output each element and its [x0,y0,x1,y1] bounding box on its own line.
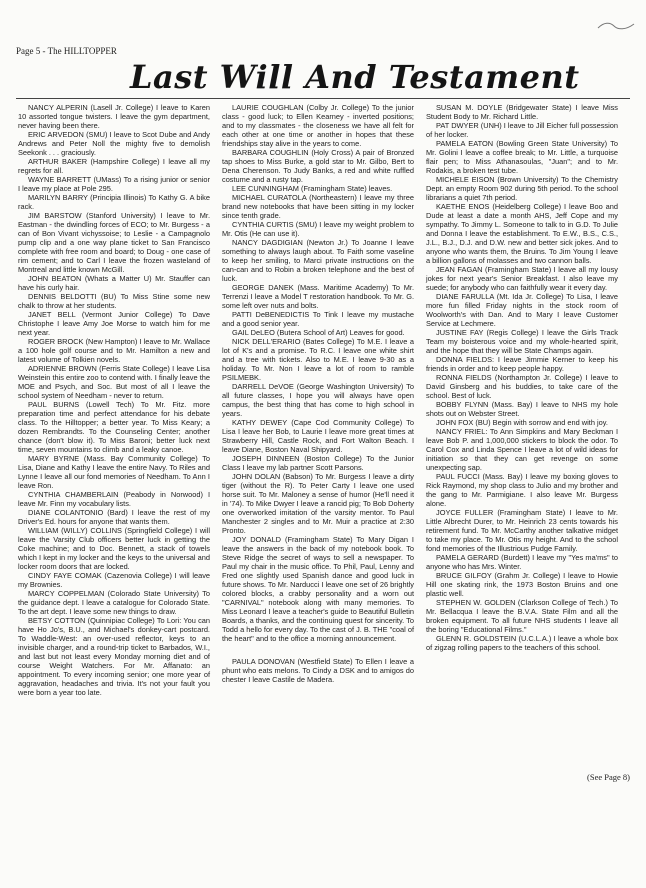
will-entry: DIANE FARULLA (Mt. Ida Jr. College) To Lisa, I leave more fun filled Friday nights in the stock room of Woolworth's with Dan. And to Mary I leave Customer Service at Lechmere. [426,292,618,328]
will-entry: WAYNE BARRETT (UMass) To a rising junior or senior I leave my place at Pole 295. [18,175,210,193]
will-entry: NANCY FRIEL: To Ann Simpkins and Mary Beckman I leave Bob P. and 1,000,000 stickers to block the odor. To Carol Cox and Linda Spence I leave a lot of wild ideas for initiation so that they can get revenge on some unexpecting sap. [426,427,618,472]
will-entry: BOBBY FLYNN (Mass. Bay) I leave to NHS my hole shots out on Webster Street. [426,400,618,418]
will-entry: JIM BARSTOW (Stanford University) I leave to Mr. Eastman - the dwindling forces of ECO; to Mr. Burgess - a can of Bon Vivant vichyssoise; to Leslie - a Campagnolo pump clip and a one way plane ticket to San Francisco complete with free room and board; to Doug - one case of rim cement; and to Carl I leave the frozen wasteland of Montreal and little known McGill. [18,211,210,274]
will-entry: DENNIS BELDOTTI (BU) To Miss Stine some new chalk to throw at her students. [18,292,210,310]
will-entry: KAETHE ENOS (Heidelberg College) I leave Boo and Dude at least a date a month AHS, Jeff Cope and my sympathy. To Jimmy L. Someone to talk to in G.D. To Julie and Donna I leave the establishment. To E.W., B.S., C.S., J.L., B.J., D.J. and D.W. new and better sick jokes. And to anyone who wants them, the Bruins. To Jim Young I leave a billion gallons of molasses and two cannon balls. [426,202,618,265]
title-divider [16,98,630,99]
will-entry: PAUL BURNS (Lowell Tech) To Mr. Fitz. more preparation time and perfect attendance for his debate class. To the Hilltopper; a better year. To Miss Keary; a dozen Rembrandts. To the Counseling Center; another chance (don't blow it). To Miss Baroni; better luck next time, seven mountains to climb and a leaky canoe. [18,400,210,454]
will-entry: MICHAEL CURATOLA (Northeastern) I leave my three brand new notebooks that have been sitting in my locker since tenth grade. [222,193,414,220]
will-entry: PAUL FUCCI (Mass. Bay) I leave my boxing gloves to Rick Raymond, my shop class to Julio and my brother and the gang to Mr. Parmigiane. I also leave Mr. Burgess alone. [426,472,618,508]
will-entry: LEE CUNNINGHAM (Framingham State) leaves. [232,184,393,193]
will-entry: CYNTHIA CHAMBERLAIN (Peabody in Norwood) I leave Mr. Finn my vocabulary lists. [18,490,210,508]
will-entry: DARRELL DeVOE (George Washington University) To all future classes, I hope you will always have open campus, the best thing that has come to high school in years. [222,382,414,418]
column-1 [18,103,210,697]
will-entry: PATTI DeBENEDICTIS To Tink I leave my mustache and a good senior year. [222,310,414,328]
page-title: Last Will And Testament [130,58,580,96]
will-entry: WILLIAM (WILLY) COLLINS (Springfield College) I will leave the Varsity Club officers better luck in getting the Coke machine; and to Doc. Bennett, a stack of towels which I kept in my locker and the keys to the universal and locker room doors that are locked. [18,526,210,571]
will-entry: PAULA DONOVAN (Westfield State) To Ellen I leave a phunt who eats melons. To Cindy a DSK and to amigos do chester I leave Castile de Madera. [222,657,414,684]
will-entry: NANCY ALPERIN (Lasell Jr. College) I leave to Karen 10 assorted tongue twisters. I leave the gym department, never having been there. [18,103,210,130]
will-entry: STEPHEN W. GOLDEN (Clarkson College of Tech.) To Mr. Bellacqua I leave the B.V.A. State Film and all the broken equipment. To all future NHS students I leave all the boring "Educational Films." [426,598,618,634]
will-entry: PAMELA EATON (Bowling Green State University) To Mr. Golini I leave a coffee break; to Mr. Little, a turquoise flair pen; to Miss Athanasoulas, "Juan"; and to Mr. Rodakis, a broken test tube. [426,139,618,175]
will-entry: GAIL DeLEO (Butera School of Art) Leaves for good. [232,328,405,337]
will-entry: JOYCE FULLER (Framingham State) I leave to Mr. Little Albrecht Durer, to Mr. Heinrich 23 cents towards his retirement fund. To Mr. McCarthy another talkative midget to take my place. To Mr. Otis my height. And to the school fond memories of the Illustrious Pudge Family. [426,508,618,553]
pen-mark-icon [596,20,636,32]
will-entry: ERIC ARVEDON (SMU) I leave to Scot Dube and Andy Andrews and Peter Noll the mighty five to demolish Seekonk . . . graciously. [18,130,210,157]
will-entry: PAT DWYER (UNH) I leave to Jill Eicher full possession of her locker. [426,121,618,139]
column-2 [222,103,414,684]
will-entry: JANET BELL (Vermont Junior College) To Dave Christophe I leave Amy Joe Morse to watch him for me next year. [18,310,210,337]
will-entry: JEAN FAGAN (Framingham State) I leave all my lousy jokes for next year's Senior Breakfast. I also leave my suede; for anybody who can faithfully wear it every day. [426,265,618,292]
will-entry: MARILYN BARRY (Principia Illinois) To Kathy G. A bike rack. [18,193,210,211]
will-entry: JOY DONALD (Framingham State) To Mary Digan I leave the answers in the back of my notebook book. To Steve Ridge the secret of ways to sell a newspaper. To Paul my chair in the music office. To Phil, Paul, Lenny and Fred one slightly used Spanish dance and good luck in future shows. To Mr. Narducci I leave one set of 26 brightly colored blocks, a crabby personality and a worn out "CARNIVAL" notebook along with many memories. To Miss Leonard I leave a teacher's guide to Beautiful Bulletin Boards, a thanks, and the continuing quest for sincerity. To Todd a hello for every day. To the cast of J. B. THE "coal of the heart" and to the office a morning announcement. [222,535,415,643]
will-entry: MARY BYRNE (Mass. Bay Community College) To Lisa, Diane and Kathy I leave the entire Navy. To Riles and Lynne I leave all our fond memories of Needham. To Ann I leave Ron. [18,454,210,490]
will-entry: BRUCE GILFOY (Grahm Jr. College) I leave to Howie Hill one skating rink, the 1973 Boston Bruins and one plastic well. [426,571,618,598]
will-entry: GLENN R. GOLDSTEIN (U.C.L.A.) I leave a whole box of zigzag rolling papers to the teachers of this school. [426,634,618,652]
will-entry: JUSTINE FAY (Regis College) I leave the Girls Track Team my boisterous voice and my whole-hearted spirit, and the hope that they will be State Champs again. [426,328,618,355]
will-entry: MARCY COPPELMAN (Colorado State University) To the guidance dept. I leave a catalogue for Colorado State. To the art dept. I leave some new things to draw. [18,589,210,616]
will-entry: CINDY FAYE COMAK (Cazenovia College) I will leave my Brownies. [18,571,210,589]
will-entry: CYNTHIA CURTIS (SMU) I leave my weight problem to Mr. Otis (He can use it). [222,220,414,238]
will-entry: BARBARA COUGHLIN (Holy Cross) A pair of Bronzed tap shoes to Miss Burke, a gold star to Mr. Gilbo, Bert to Dena Cherenson. To Judy Banks, a red and white ruffled costume and a rusty tap. [222,148,414,184]
will-entry: JOHN BEATON (Whats a Matter U) Mr. Stauffer can have his curly hair. [18,274,210,292]
will-entry: SUSAN M. DOYLE (Bridgewater State) I leave Miss Student Body to Mr. Richard Little. [426,103,618,121]
will-entry: BETSY COTTON (Quinnipiac College) To Lori: You can have Ho Jo's, B.U., and Michael's donkey-cart postcard. To Waddle-West: an over-used reflector, keys to an invisible charger, and a round-trip ticket to Barbados, W.I., and last but not least every Monday morning diet and of course Weight Watchers. For Mr. Affanato: an appointment. To every incoming senior; one more year of aggravation, headaches and trivia. It's not your fault you were born a year too late. [18,616,210,697]
page-header: Page 5 - The HILLTOPPER [16,46,117,56]
continued-note: (See Page 8) [587,772,630,782]
will-entry: NICK DELL'ERARIO (Bates College) To M.E. I leave a lot of K's and a promise. To R.C. I leave one white shirt and a tree with tickets. Also to M.E. I leave 9-30 as a holiday. To Mr. Non I leave a lot of room to ramble PSILMEBK. [222,337,414,382]
will-entry: KATHY DEWEY (Cape Cod Community College) To Lisa I leave her Bob, to Laurie I leave more great times at Strawberry Hill, Castle Rock, and Fort Walton Beach. I leave Diane, Boston Naval Shipyard. [222,418,414,454]
will-entry: DIANE COLANTONIO (Bard) I leave the rest of my Driver's Ed. hours for anyone that wants them. [18,508,210,526]
column-3 [426,103,618,652]
will-entry: ARTHUR BAKER (Hampshire College) I leave all my regrets for all. [18,157,210,175]
will-entry: DONNA FIELDS: I leave Jimmie Kerner to keep his friends in order and to keep people happy. [426,355,618,373]
will-entry: NANCY DAGDIGIAN (Newton Jr.) To Joanne I leave something to always laugh about. To Faith some vaseline to keep her smiling, to Marci private instructions on the can-can and to Robin a broken telephone and the best of luck. [222,238,414,283]
will-entry: MICHELE EISON (Brown University) To the Chemistry Dept. an empty Room 902 during 5th period. To the school librarians a quiet 7th period. [426,175,618,202]
will-entry: PAMELA GERARD (Burdett) I leave my "Yes ma'ms" to anyone who has Mrs. Winter. [426,553,618,571]
will-entry: ROGER BROCK (New Hampton) I leave to Mr. Wallace a 100 hole golf course and to Mr. Hamilton a new and latest volume of Tolkien novels. [18,337,210,364]
will-entry: RONNA FIELDS (Northampton Jr. College) I leave to David Ginsberg and his buddies, to take care of the school. Best of luck. [426,373,618,400]
will-entry: ADRIENNE BROWN (Ferris State College) I leave Lisa Weinstein this entire zoo to contend with. I finally leave the MOE and Psych, and Soc. But most of all I leave the school system of Needham - never to return. [18,364,210,400]
will-entry: GEORGE DANEK (Mass. Maritime Academy) To Mr. Terrenzi I leave a Model T restoration handbook. To Mr. G. some left over nuts and bolts. [222,283,414,310]
will-entry: LAURIE COUGHLAN (Colby Jr. College) To the junior class - good luck; to Ellen Kearney - inverted positions; and to my classmates - the closeness we have all felt for each other at one time or another in hopes that these friendships stay alive in the years to come. [222,103,414,148]
will-entry: JOHN DOLAN (Babson) To Mr. Burgess I leave a dirty tiger (without the R). To Peter Carty I leave one used horse suit. To Mr. Maloney a sense of humor (He'll need it in '74). To Mike Dwyer I leave a rancid pig; To Bob Doherty one overworked imitation of the varsity mentor. To Paul Manchester 2 singles and to Mr. Muir a practice at 2:30 Pronto. [222,472,414,535]
will-entry: JOHN FOX (BU) Begin with sorrow and end with joy. [436,418,608,427]
will-entry: JOSEPH DINNEEN (Boston College) To the Junior Class I leave my lab partner Scott Parsons. [222,454,414,472]
